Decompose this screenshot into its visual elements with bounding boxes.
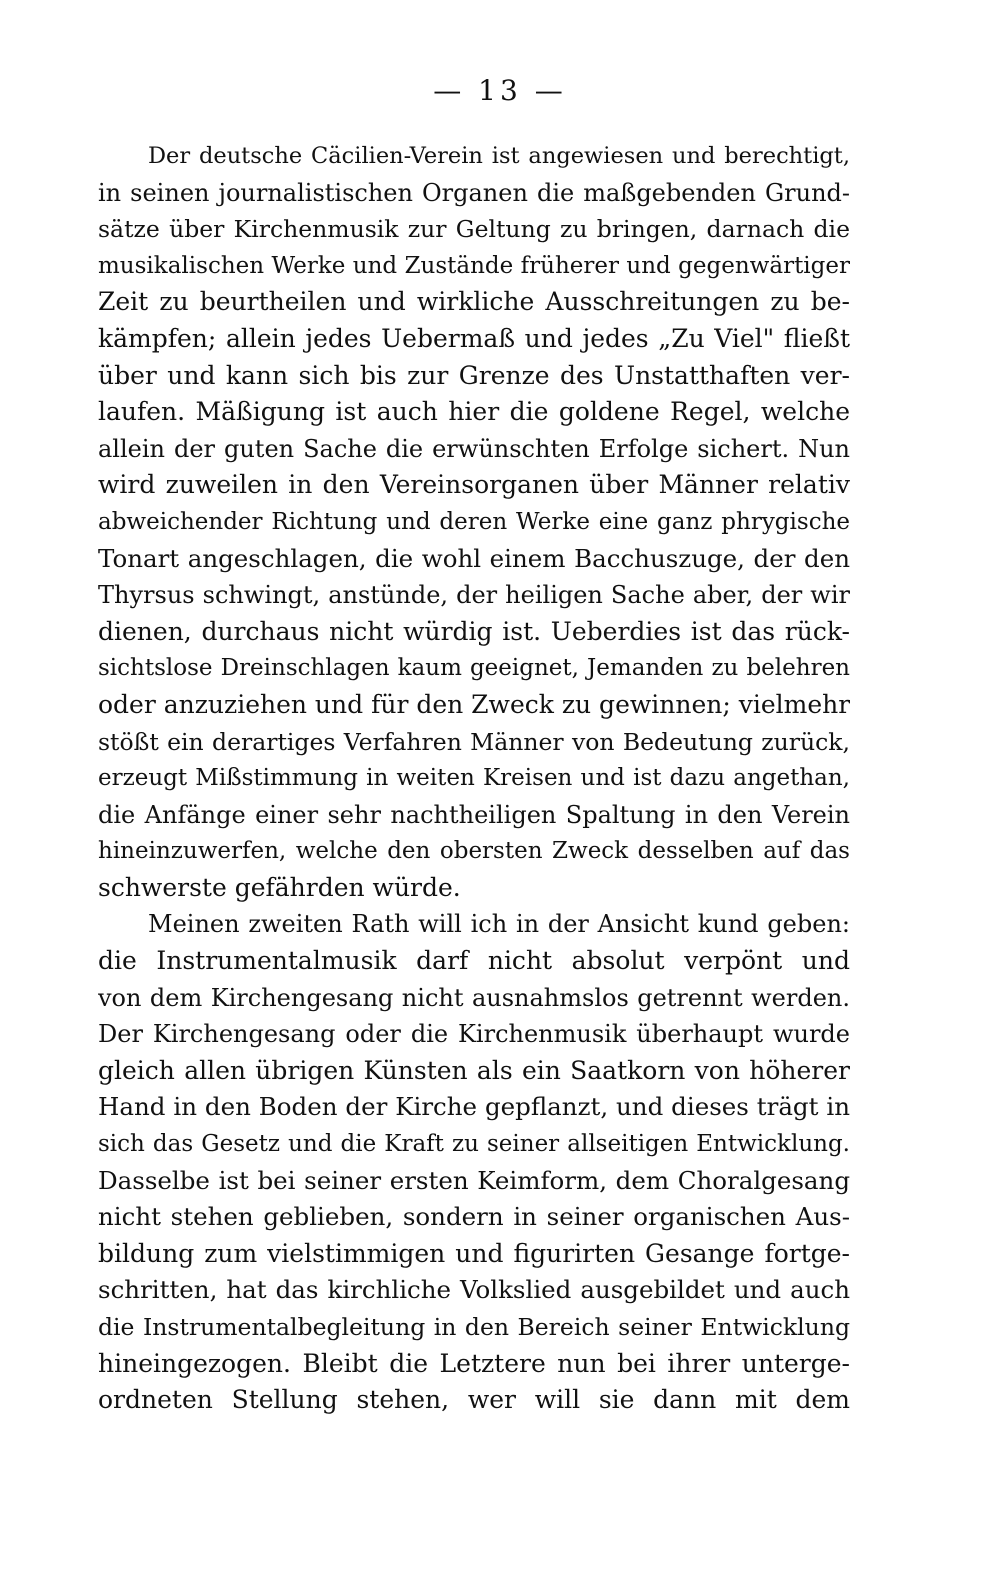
text-line: hineinzuwerfen, welche den obersten Zweck desselben auf das bbox=[98, 838, 850, 865]
paragraph-2 bbox=[98, 906, 850, 1418]
text-line: schwerste gefährden würde. bbox=[98, 872, 461, 902]
text-line: laufen. Mäßigung ist auch hier die goldene Regel, welche bbox=[98, 397, 850, 427]
text-line: wird zuweilen in den Vereinsorganen über Männer relativ bbox=[98, 470, 850, 500]
body-text bbox=[98, 138, 850, 1419]
text-line: kämpfen; allein jedes Uebermaß und jedes „Zu Viel" fließt bbox=[98, 323, 850, 353]
text-line: von dem Kirchengesang nicht ausnahmslos getrennt werden. bbox=[98, 983, 850, 1012]
text-line: sichtslose Dreinschlagen kaum geeignet, Jemanden zu belehren bbox=[98, 655, 850, 682]
text-line: gleich allen übrigen Künsten als ein Saatkorn von höherer bbox=[98, 1055, 850, 1085]
text-line: stößt ein derartiges Verfahren Männer von Bedeutung zurück, bbox=[98, 727, 850, 756]
text-line: bildung zum vielstimmigen und figurirten Gesange fortge- bbox=[98, 1238, 850, 1268]
text-line: die Instrumentalbegleitung in den Bereich seiner Entwicklung bbox=[98, 1313, 850, 1341]
text-line: erzeugt Mißstimmung in weiten Kreisen und ist dazu angethan, bbox=[98, 765, 850, 792]
text-line: hineingezogen. Bleibt die Letztere nun bei ihrer unterge- bbox=[98, 1348, 850, 1378]
text-line: sätze über Kirchenmusik zur Geltung zu bringen, darnach die bbox=[98, 215, 850, 244]
text-line: abweichender Richtung und deren Werke eine ganz phrygische bbox=[98, 508, 850, 535]
text-line: Dasselbe ist bei seiner ersten Keimform, dem Choralgesang bbox=[98, 1165, 850, 1195]
text-line: die Anfänge einer sehr nachtheiligen Spaltung in den Verein bbox=[98, 800, 850, 829]
paragraph-1 bbox=[98, 138, 850, 906]
text-line: allein der guten Sache die erwünschten Erfolge sichert. Nun bbox=[98, 434, 850, 463]
text-line: Der Kirchengesang oder die Kirchenmusik überhaupt wurde bbox=[98, 1020, 850, 1049]
text-line: Meinen zweiten Rath will ich in der Ansicht kund geben: bbox=[148, 910, 850, 939]
text-line: Zeit zu beurtheilen und wirkliche Ausschreitungen zu be- bbox=[98, 287, 850, 317]
text-line: über und kann sich bis zur Grenze des Unstatthaften ver- bbox=[98, 360, 850, 390]
text-line: dienen, durchaus nicht würdig ist. Ueberdies ist das rück- bbox=[98, 616, 850, 646]
text-line: sich das Gesetz und die Kraft zu seiner allseitigen Entwicklung. bbox=[98, 1131, 850, 1158]
text-line: musikalischen Werke und Zustände früherer und gegenwärtiger bbox=[98, 252, 850, 279]
page-number: — 13 — bbox=[433, 74, 567, 107]
text-line: Hand in den Boden der Kirche gepflanzt, und dieses trägt in bbox=[98, 1092, 850, 1122]
text-line: nicht stehen geblieben, sondern in seiner organischen Aus- bbox=[98, 1202, 850, 1232]
text-line: Tonart angeschlagen, die wohl einem Bacchuszuge, der den bbox=[98, 543, 850, 573]
text-line: Thyrsus schwingt, anstünde, der heiligen Sache aber, der wir bbox=[98, 581, 850, 610]
text-line: die Instrumentalmusik darf nicht absolut verpönt und bbox=[98, 946, 850, 976]
text-line: in seinen journalistischen Organen die maßgebenden Grund- bbox=[98, 178, 850, 207]
text-line: Der deutsche Cäcilien-Verein ist angewiesen und berechtigt, bbox=[148, 143, 850, 169]
text-line: ordneten Stellung stehen, wer will sie dann mit dem bbox=[98, 1385, 850, 1415]
text-line: oder anzuziehen und für den Zweck zu gewinnen; vielmehr bbox=[98, 689, 850, 719]
text-line: schritten, hat das kirchliche Volkslied ausgebildet und auch bbox=[98, 1275, 850, 1305]
